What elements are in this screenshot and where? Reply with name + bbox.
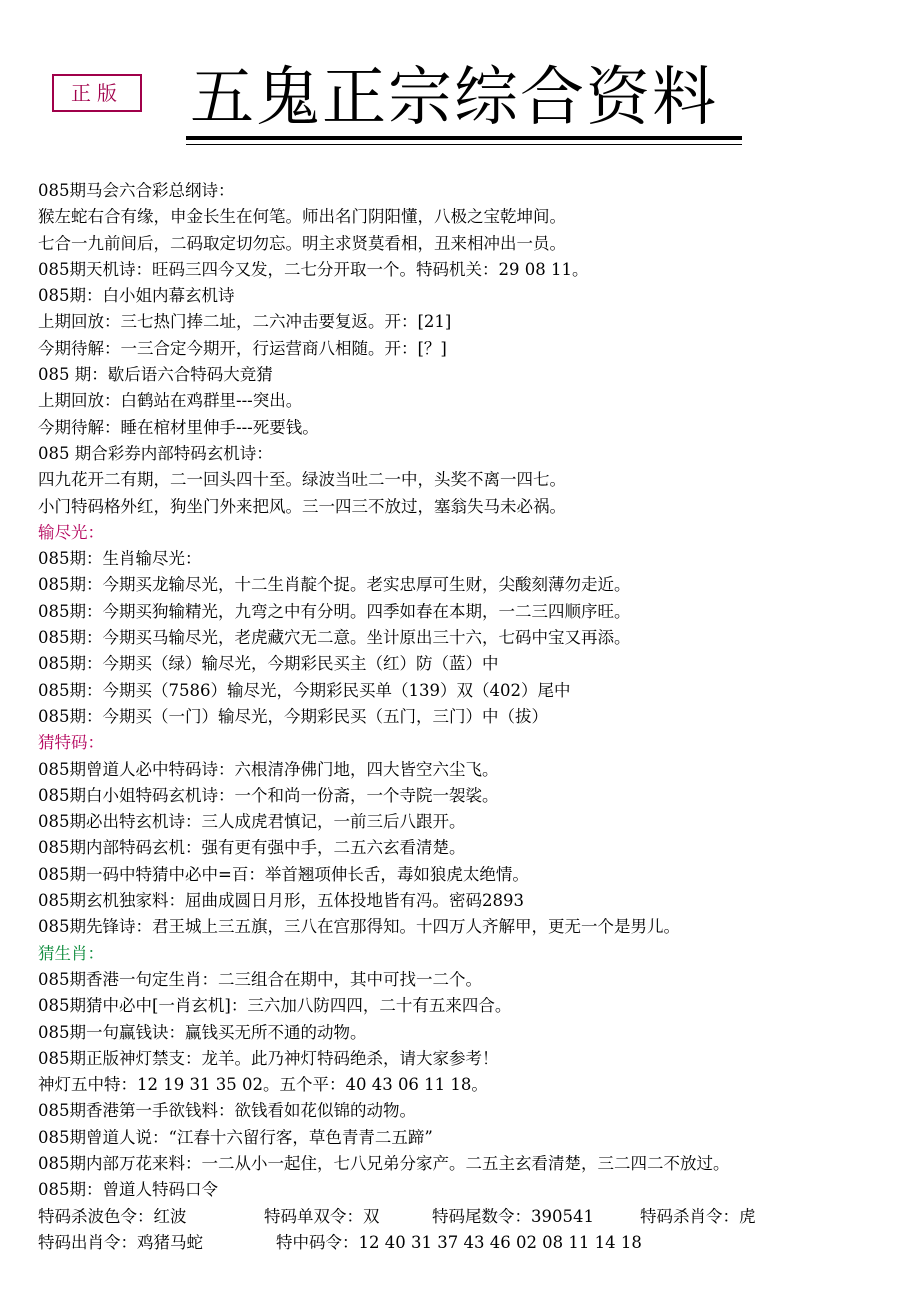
text-line: 085期曾道人说：“江春十六留行客，草色青青二五蹄” bbox=[38, 1127, 433, 1147]
order-row-1 bbox=[38, 1204, 888, 1230]
order-row-2 bbox=[38, 1230, 888, 1256]
text-line: 085期香港第一手欲钱料：欲钱看如花似锦的动物。 bbox=[38, 1101, 416, 1121]
text-line: 085期马会六合彩总纲诗： bbox=[38, 181, 235, 200]
text-line: 今期待解：一三合定今期开，行运营商八相随。开：[？] bbox=[38, 338, 447, 358]
text-line: 085期猜中必中[一肖玄机]：三六加八防四四，二十有五来四合。 bbox=[38, 996, 512, 1016]
text-line: 085期白小姐特码玄机诗：一个和尚一份斋，一个寺院一袈裟。 bbox=[38, 785, 499, 805]
text-line: 085期：今期买龙输尽光，十二生肖靛个捉。老实忠厚可生财，尖酸刻薄勿走近。 bbox=[38, 575, 631, 595]
text-line: 085期香港一句定生肖：二三组合在期中，其中可找一二个。 bbox=[38, 969, 482, 989]
text-line: 七合一九前间后，二码取定切勿忘。明主求贤莫看相，丑来相冲出一员。 bbox=[38, 233, 566, 253]
title-underline-thin bbox=[186, 144, 742, 145]
text-line: 085期一句赢钱诀：赢钱买无所不通的动物。 bbox=[38, 1022, 367, 1042]
text-line: 085期内部万花来料：一二从小一起住，七八兄弟分家产。二五主玄看清楚，三二四二不放过。 bbox=[38, 1153, 730, 1173]
text-line: 085期：今期买狗输精光，九弯之中有分明。四季如春在本期，一二三四顺序旺。 bbox=[38, 601, 631, 621]
text-line: 085期内部特码玄机：强有更有强中手，二五六玄看清楚。 bbox=[38, 838, 466, 858]
text-line: 085期曾道人必中特码诗：六根清净佛门地，四大皆空六尘飞。 bbox=[38, 759, 499, 779]
text-line: 085期必出特玄机诗：三人成虎君慎记，一前三后八跟开。 bbox=[38, 812, 466, 832]
text-line: 085 期合彩券内部特码玄机诗： bbox=[38, 443, 273, 463]
text-line: 085期正版神灯禁支：龙羊。此乃神灯特码绝杀，请大家参考！ bbox=[38, 1048, 499, 1068]
order-hit-codes: 特中码令：12 40 31 37 43 46 02 08 11 14 18 bbox=[276, 1232, 642, 1252]
order-odd-even: 特码单双令：双 bbox=[264, 1206, 380, 1226]
text-line: 085期先锋诗：君王城上三五旗，三八在宫那得知。十四万人齐解甲，更无一个是男儿。 bbox=[38, 917, 680, 937]
text-line: 085期天机诗：旺码三四今又发，二七分开取一个。特码机关：29 08 11。 bbox=[38, 259, 589, 279]
text-line: 085期：今期买（7586）输尽光，今期彩民买单（139）双（402）尾中 bbox=[38, 680, 571, 700]
text-line: 085期：曾道人特码口令 bbox=[38, 1180, 218, 1200]
content-body bbox=[38, 178, 888, 1256]
order-kill-color: 特码杀波色令：红波 bbox=[38, 1206, 187, 1226]
text-line: 085期：今期买（绿）输尽光，今期彩民买主（红）防（蓝）中 bbox=[38, 654, 499, 674]
section-heading-lose: 输尽光： bbox=[38, 522, 104, 542]
section-heading-zodiac: 猜生肖： bbox=[38, 943, 104, 963]
order-out-zodiac: 特码出肖令：鸡猪马蛇 bbox=[38, 1232, 203, 1252]
text-line: 小门特码格外红，狗坐门外来把风。三一四三不放过，塞翁失马未必祸。 bbox=[38, 496, 566, 516]
text-line: 085期：今期买（一门）输尽光，今期彩民买（五门，三门）中（拔） bbox=[38, 706, 548, 726]
text-line: 085期玄机独家料：屈曲成圆日月形，五体投地皆有冯。密码2893 bbox=[38, 891, 524, 911]
title-underline-thick bbox=[186, 136, 742, 140]
order-tail: 特码尾数令：390541 bbox=[432, 1206, 594, 1226]
text-line: 085 期：歇后语六合特码大竞猜 bbox=[38, 365, 273, 385]
edition-badge: 正版 bbox=[52, 74, 142, 112]
text-line: 猴左蛇右合有缘，申金长生在何笔。师出名门阴阳懂，八极之宝乾坤间。 bbox=[38, 207, 566, 227]
text-line: 085期：生肖输尽光： bbox=[38, 549, 202, 569]
text-line: 四九花开二有期，二一回头四十至。绿波当吐二一中，头奖不离一四七。 bbox=[38, 470, 566, 490]
text-line: 085期：白小姐内幕玄机诗 bbox=[38, 286, 235, 306]
text-line: 上期回放：三七热门捧二址，二六冲击要复返。开：[21] bbox=[38, 312, 452, 332]
text-line: 085期：今期买马输尽光，老虎藏穴无二意。坐计原出三十六，七码中宝又再添。 bbox=[38, 628, 631, 648]
text-line: 今期待解：睡在棺材里伸手---死要钱。 bbox=[38, 417, 319, 437]
page-title: 五鬼正宗综合资料 bbox=[190, 61, 718, 135]
section-heading-code: 猜特码： bbox=[38, 733, 104, 753]
order-kill-zodiac: 特码杀肖令：虎 bbox=[640, 1206, 756, 1226]
text-line: 神灯五中特：12 19 31 35 02。五个平：40 43 06 11 18。 bbox=[38, 1075, 488, 1095]
text-line: 085期一码中特猜中必中=百：举首翘项伸长舌，毒如狼虎太绝情。 bbox=[38, 864, 529, 884]
text-line: 上期回放：白鹤站在鸡群里---突出。 bbox=[38, 391, 303, 411]
